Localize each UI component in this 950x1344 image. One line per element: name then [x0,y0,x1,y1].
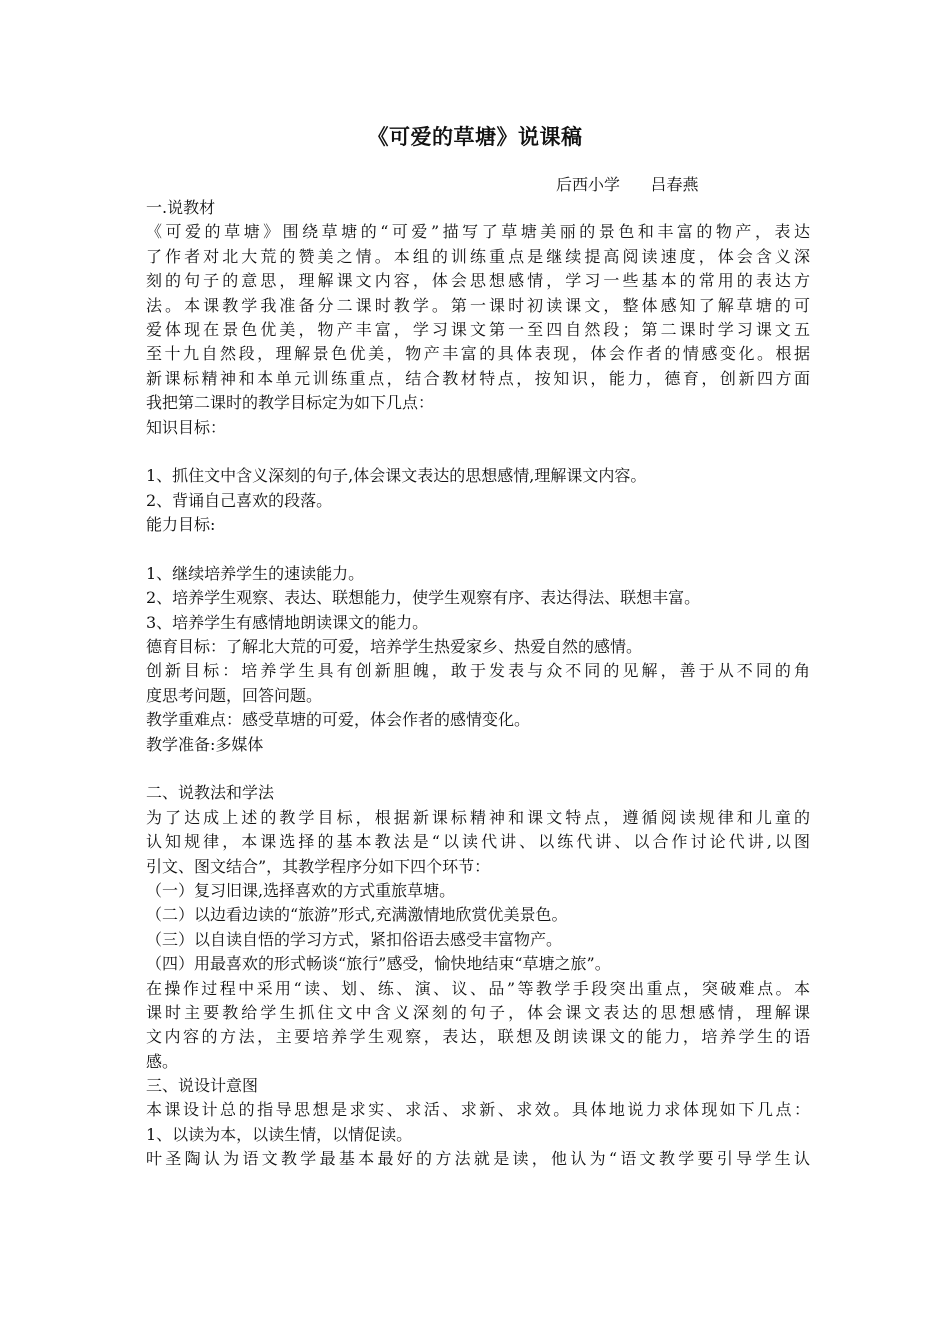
body-line: 为了达成上述的教学目标，根据新课标精神和课文特点，遵循阅读规律和儿童的 [146,807,810,827]
body-line: 德育目标：了解北大荒的可爱，培养学生热爱家乡、热爱自然的感情。 [146,637,643,657]
body-line: （一）复习旧课,选择喜欢的方式重旅草塘。 [146,880,456,900]
body-line: 1、以读为本，以读生情，以情促读。 [146,1124,413,1144]
document-body [146,196,810,1172]
body-line: （二）以边看边读的“旅游”形式,充满激情地欣赏优美景色。 [146,905,568,925]
body-line: 度思考问题，回答问题。 [146,685,323,705]
body-line: 1、抓住文中含义深刻的句子,体会课文表达的思想感情,理解课文内容。 [146,466,647,486]
body-line: 本课设计总的指导思想是求实、求活、求新、求效。具体地说力求体现如下几点： [146,1100,810,1120]
body-line: 新课标精神和本单元训练重点，结合教材特点，按知识，能力，德育，创新四方面 [146,368,810,388]
body-line: 文内容的方法，主要培养学生观察，表达，联想及朗读课文的能力，培养学生的语 [146,1027,810,1047]
body-line: 叶圣陶认为语文教学最基本最好的方法就是读，他认为“语文教学要引导学生认 [146,1149,810,1169]
body-line: 教学重难点：感受草塘的可爱，体会作者的感情变化。 [146,710,531,730]
body-line: （三）以自读自悟的学习方式，紧扣俗语去感受丰富物产。 [146,929,563,949]
body-line: 刻的句子的意思，理解课文内容，体会思想感情，学习一些基本的常用的表达方 [146,271,810,291]
author-byline: 后西小学 吕春燕 [556,175,699,194]
body-line: 能力目标: [146,515,216,535]
body-line: 引文、图文结合”，其教学程序分如下四个环节： [146,856,491,876]
body-line: 2、背诵自己喜欢的段落。 [146,490,333,510]
body-line: 认知规律，本课选择的基本教法是“以读代讲、以练代讲、以合作讨论代讲,以图 [146,832,810,852]
body-line: 二、说教法和学法 [146,783,275,803]
body-line: 感。 [146,1051,179,1071]
body-line: 《可爱的草塘》围绕草塘的“可爱”描写了草塘美丽的景色和丰富的物产，表达 [146,222,810,242]
body-line: （四）用最喜欢的形式畅谈“旅行”感受，愉快地结束“草塘之旅”。 [146,954,611,974]
body-line: 我把第二课时的教学目标定为如下几点： [146,393,435,413]
body-line: 课时主要教给学生抓住文中含义深刻的句子，体会课文表达的思想感情，理解课 [146,1002,810,1022]
body-line: 1、继续培养学生的速读能力。 [146,563,365,583]
body-line: 3、培养学生有感情地朗读课文的能力。 [146,612,429,632]
body-line: 2、培养学生观察、表达、联想能力，使学生观察有序、表达得法、联想丰富。 [146,588,701,608]
body-line [146,757,810,781]
body-line: 三、说设计意图 [146,1076,259,1096]
body-line: 在操作过程中采用“读、划、练、演、议、品”等教学手段突出重点，突破难点。本 [146,978,810,998]
body-line [146,440,810,464]
body-line: 了作者对北大荒的赞美之情。本组的训练重点是继续提高阅读速度，体会含义深 [146,246,810,266]
body-line: 教学准备:多媒体 [146,734,264,754]
document-title: 《可爱的草塘》说课稿 [367,125,583,149]
body-line: 法。本课教学我准备分二课时教学。第一课时初读课文，整体感知了解草塘的可 [146,295,810,315]
body-line: 知识目标： [146,417,227,437]
body-line [146,537,810,561]
body-line: 爱体现在景色优美，物产丰富，学习课文第一至四自然段；第二课时学习课文五 [146,319,810,339]
body-line: 创新目标：培养学生具有创新胆魄，敢于发表与众不同的见解，善于从不同的角 [146,661,810,681]
body-line: 至十九自然段，理解景色优美，物产丰富的具体表现，体会作者的情感变化。根据 [146,344,810,364]
body-line: 一.说教材 [146,198,216,217]
